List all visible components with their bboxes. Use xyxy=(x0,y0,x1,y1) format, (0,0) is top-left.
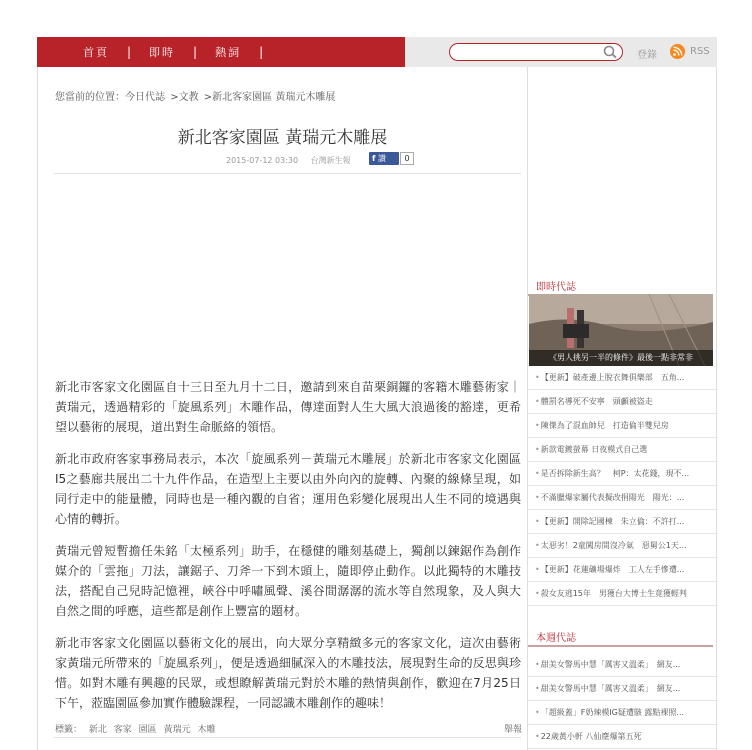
login-link[interactable]: 登錄 xyxy=(637,50,657,61)
top-toolbar xyxy=(405,37,717,67)
article-date: 2015-07-12 03:30 xyxy=(226,156,299,165)
search-icon[interactable] xyxy=(602,45,618,59)
list-item[interactable]: • 甜美女警馬中慧「厲害又溫柔」 網友... xyxy=(528,677,718,701)
breadcrumb-current: >新北客家園區 黃瑞元木雕展 xyxy=(203,92,336,103)
featured-caption[interactable]: 《男人挑另一半的條件》最後一點非常非 xyxy=(529,350,713,366)
article-paragraph: 新北市客家文化園區自十三日至九月十二日，邀請到來自苗栗銅鑼的客籍木雕藝術家｜黃瑞元，透過精彩的「旋風系列」木雕作品，傳達面對人生大風大浪過後的豁達，更希望以藝術的展現，道出對生命脈絡的領悟。 xyxy=(55,380,521,434)
nav-separator: | xyxy=(193,45,198,59)
list-item[interactable]: • 「超級蓋」F奶辣模IG疑遭駭 露點裸照... xyxy=(528,701,718,725)
tag-link[interactable]: 園區 xyxy=(138,725,157,735)
rss-icon[interactable] xyxy=(670,44,685,59)
featured-image[interactable] xyxy=(529,294,713,366)
report-link[interactable]: 舉報 xyxy=(504,725,523,735)
breadcrumb-category[interactable]: >文教 xyxy=(170,92,199,103)
tags-label: 標籤： xyxy=(55,725,83,735)
nav-realtime[interactable]: 即時 xyxy=(149,46,176,59)
article-paragraph: 新北市客家文化園區以藝術文化的展出，向大眾分享精緻多元的客家文化，這次由藝術家黃瑞元所帶來的「旋風系列」，便是透過細膩深入的木雕技法，展現對生命的反思與珍惜。如對木雕有興趣的民眾，或想瞭解黃瑞元對於木雕的熱情與創作，歡迎在7月25日下午，蒞臨園區參加實作體驗課程，一同認識木雕創作的趣味！ xyxy=(55,636,521,710)
facebook-like-count: 0 xyxy=(400,152,414,165)
tag-link[interactable]: 新北 xyxy=(88,725,107,735)
article-title: 新北客家園區 黃瑞元木雕展 xyxy=(177,128,388,148)
nav-hot-words[interactable]: 熱詞 xyxy=(215,46,242,59)
list-item[interactable]: • 【更新】破產邊上脫衣舞俱樂部 五角... xyxy=(528,366,718,390)
list-item[interactable]: • 太惡劣！2童闖房間沒冷氣 惡舅公1天... xyxy=(528,534,718,558)
weekly-header xyxy=(528,625,713,647)
facebook-like-button[interactable] xyxy=(369,152,399,165)
realtime-list xyxy=(528,366,718,606)
realtime-title: 即時代誌 xyxy=(536,282,576,293)
facebook-like-label: 讚 xyxy=(378,154,387,163)
realtime-header xyxy=(528,274,713,296)
tag-link[interactable]: 客家 xyxy=(113,725,132,735)
article-tags xyxy=(55,722,215,735)
article-body xyxy=(55,377,521,725)
search-input[interactable] xyxy=(449,43,623,61)
tag-link[interactable]: 黃瑞元 xyxy=(163,725,191,735)
article-paragraph: 新北市政府客家事務局表示，本次「旋風系列－黃瑞元木雕展」於新北市客家文化園區I5之藝廊共展出二十九件作品，在造型上主要以由外向內的旋轉、內聚的線條呈現，如同行走中的能量體，同時也是一種內觀的自省；運用色彩變化展現出人生不同的境遇與心情的轉折。 xyxy=(55,452,521,526)
article-source: 台灣新生報 xyxy=(310,156,351,165)
weekly-title: 本週代誌 xyxy=(536,633,576,644)
facebook-icon: f xyxy=(372,154,376,163)
sidebar xyxy=(527,67,717,750)
breadcrumb xyxy=(55,88,337,103)
list-item[interactable]: • 體罰名導死不安寧 頭顱被盜走 xyxy=(528,390,718,414)
top-nav-bar xyxy=(37,37,405,67)
weekly-list xyxy=(528,653,718,749)
rss-link[interactable]: RSS xyxy=(690,46,710,57)
list-item[interactable]: • 是否拆除新生高？ 柯P：太花錢，現不... xyxy=(528,462,718,486)
list-item[interactable]: • 22歲黃小軒 八仙塵爆第五死 xyxy=(528,725,718,749)
list-item[interactable]: • 【更新】花蓮礦場爆炸 工人左手慘遭... xyxy=(528,558,718,582)
list-item[interactable]: • 甜美女警馬中慧「厲害又溫柔」 網友... xyxy=(528,653,718,677)
title-divider xyxy=(54,173,521,174)
nav-home[interactable]: 首頁 xyxy=(83,46,109,59)
list-item[interactable]: • 【更新】開除記國棟 朱立倫：不許打... xyxy=(528,510,718,534)
list-item[interactable]: • 陳傑為了混血帥兒 打造倫半雙兒房 xyxy=(528,414,718,438)
tag-link[interactable]: 木雕 xyxy=(197,725,216,735)
article-paragraph: 黃瑞元曾短暫擔任朱銘「太極系列」助手，在穩健的雕刻基礎上，獨創以鍊鋸作為創作媒介的「雲拖」刀法，讓鋸子、刀斧一下到木頭上，隨即停止動作。以此獨特的木雕技法，搭配自己兒時記憶裡，峽谷中呼嘯風聲、溪谷間潺潺的流水等自然現象，及人與大自然之間的呼應，這些都是創作上豐富的題材。 xyxy=(55,544,521,618)
nav-separator: | xyxy=(259,45,264,59)
nav-separator: | xyxy=(127,45,132,59)
list-item[interactable]: • 不滿臘爆家屬代表擬改捐陽光 陽光：... xyxy=(528,486,718,510)
breadcrumb-home[interactable]: 您當前的位置：今日代誌 xyxy=(55,92,165,103)
list-item[interactable]: • 新款電鍍螢幕 日夜模式自己選 xyxy=(528,438,718,462)
tags-divider xyxy=(54,737,521,738)
article-column xyxy=(37,67,527,750)
article-meta xyxy=(226,155,351,166)
list-item[interactable]: • 殺女友逃15年 男獲台大博士生竟獲輕判 xyxy=(528,582,718,606)
